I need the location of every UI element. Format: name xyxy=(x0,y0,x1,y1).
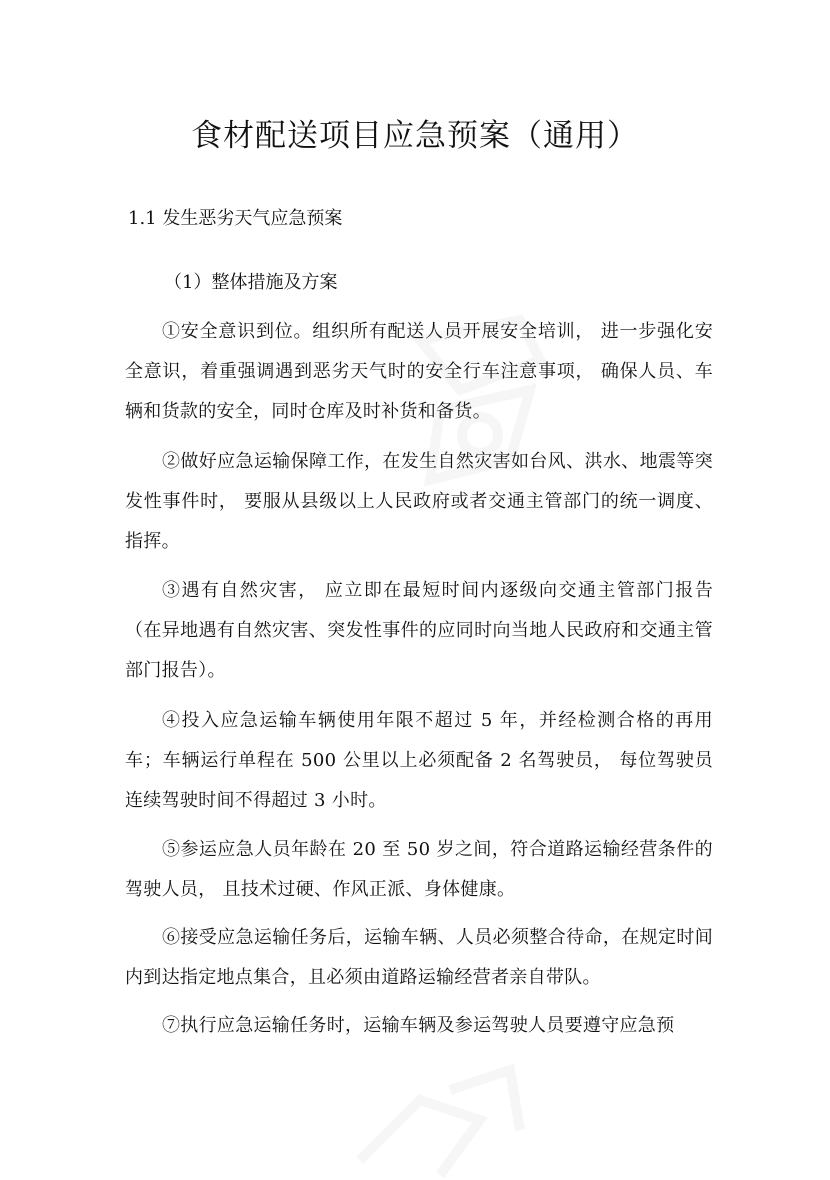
watermark-graphic-bottom xyxy=(330,1060,530,1180)
sub-heading: （1）整体措施及方案 xyxy=(164,272,338,293)
paragraph-emergency-transport: ②做好应急运输保障工作，在发生自然灾害如台风、洪水、地震等突发性事件时， 要服从县级以上人民政府或者交通主管部门的统一调度、指挥。 xyxy=(125,451,713,552)
section-heading: 1.1 发生恶劣天气应急预案 xyxy=(128,208,343,229)
document-title: 食材配送项目应急预案（通用） xyxy=(191,118,639,154)
paragraph-driver-requirements: ⑤参运应急人员年龄在 20 至 50 岁之间，符合道路运输经营条件的驾驶人员， 且技术过硬、作风正派、身体健康。 xyxy=(125,839,713,900)
paragraph-natural-disaster-report: ③遇有自然灾害， 应立即在最短时间内逐级向交通主管部门报告（在异地遇有自然灾害、突发性事件的应同时向当地人民政府和交通主管部门报告）。 xyxy=(125,580,713,681)
paragraph-standby-assembly: ⑥接受应急运输任务后，运输车辆、人员必须整合待命，在规定时间内到达指定地点集合，且必须由道路运输经营者亲自带队。 xyxy=(125,927,713,988)
paragraph-safety-awareness: ①安全意识到位。组织所有配送人员开展安全培训， 进一步强化安全意识，着重强调遇到恶劣天气时的安全行车注意事项， 确保人员、车辆和货款的安全，同时仓库及时补货和备货。 xyxy=(125,321,713,422)
paragraph-execution: ⑦执行应急运输任务时，运输车辆及参运驾驶人员要遵守应急预 xyxy=(162,1015,675,1036)
paragraph-vehicle-requirements: ④投入应急运输车辆使用年限不超过 5 年，并经检测合格的再用车；车辆运行单程在 500 公里以上必须配备 2 名驾驶员， 每位驾驶员连续驾驶时间不得超过 3 小时。 xyxy=(125,710,713,811)
